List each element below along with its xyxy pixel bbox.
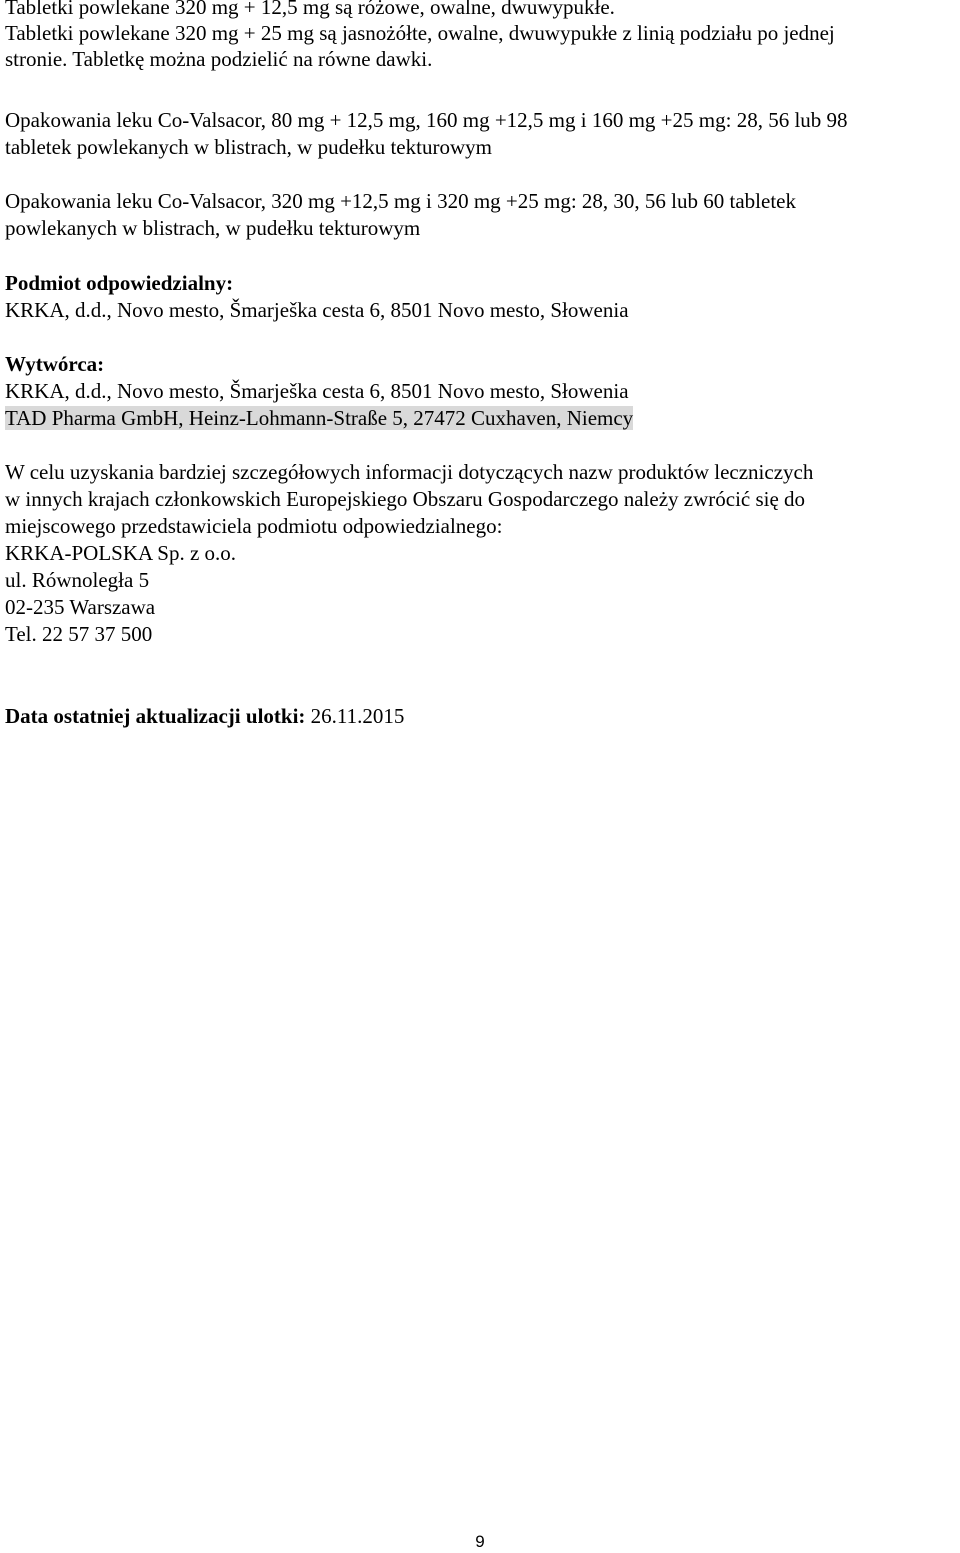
packaging-1-line-1: Opakowania leku Co-Valsacor, 80 mg + 12,5 mg, 160 mg +12,5 mg i 160 mg +25 mg: 28, 56 lub 98: [5, 108, 848, 132]
manufacturer-address-1: KRKA, d.d., Novo mesto, Šmarješka cesta 6, 8501 Novo mesto, Słowenia: [5, 379, 629, 403]
manufacturer-address-2-line: [5, 405, 633, 431]
packaging-2-line-1: Opakowania leku Co-Valsacor, 320 mg +12,5 mg i 320 mg +25 mg: 28, 30, 56 lub 60 tabletek: [5, 189, 796, 213]
contact-city: 02-235 Warszawa: [5, 595, 156, 619]
packaging-1-line-2: tabletek powlekanych w blistrach, w pudełku tekturowym: [5, 135, 492, 159]
manufacturer-heading: Wytwórca:: [5, 352, 105, 376]
contact-company: KRKA-POLSKA Sp. z o.o.: [5, 541, 237, 565]
page-number: 9: [475, 1532, 485, 1551]
manufacturer-address-2: TAD Pharma GmbH, Heinz-Lohmann-Straße 5, 27472 Cuxhaven, Niemcy: [5, 406, 634, 430]
contact-line-3: miejscowego przedstawiciela podmiotu odpowiedzialnego:: [5, 514, 503, 538]
tablet-description-line-1: Tabletki powlekane 320 mg + 12,5 mg są różowe, owalne, dwuwypukłe.: [5, 0, 615, 19]
last-update: [5, 703, 404, 729]
contact-street: ul. Równoległa 5: [5, 568, 150, 592]
contact-phone: Tel. 22 57 37 500: [5, 622, 153, 646]
tablet-description-line-3: stronie. Tabletkę można podzielić na równe dawki.: [5, 47, 433, 71]
responsible-entity-heading: Podmiot odpowiedzialny:: [5, 271, 234, 295]
responsible-entity-address: KRKA, d.d., Novo mesto, Šmarješka cesta 6, 8501 Novo mesto, Słowenia: [5, 298, 629, 322]
packaging-2-line-2: powlekanych w blistrach, w pudełku tekturowym: [5, 216, 421, 240]
contact-line-2: w innych krajach członkowskich Europejskiego Obszaru Gospodarczego należy zwrócić się do: [5, 487, 806, 511]
contact-line-1: W celu uzyskania bardziej szczegółowych informacji dotyczących nazw produktów leczniczych: [5, 460, 814, 484]
last-update-date: 26.11.2015: [310, 704, 405, 728]
tablet-description-line-2: Tabletki powlekane 320 mg + 25 mg są jasnożółte, owalne, dwuwypukłe z linią podziału po jednej: [5, 21, 835, 45]
last-update-label: Data ostatniej aktualizacji ulotki:: [5, 704, 306, 728]
